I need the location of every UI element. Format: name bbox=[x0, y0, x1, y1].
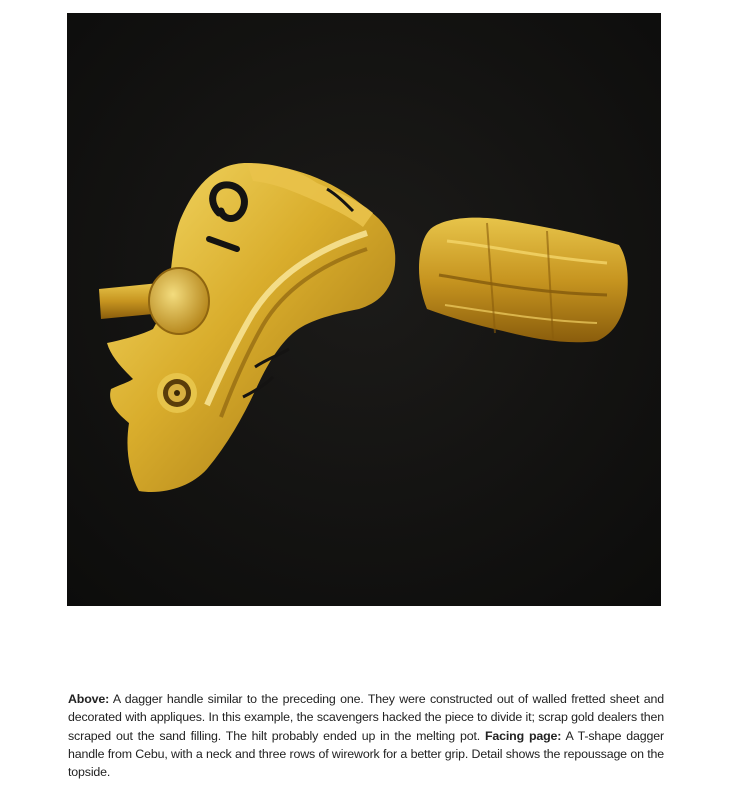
facing-page-label: Facing page: bbox=[484, 728, 562, 743]
gold-fragments-illustration bbox=[67, 13, 661, 606]
dagger-handle-photo bbox=[67, 13, 661, 606]
photo-caption bbox=[68, 690, 664, 781]
above-label: Above: bbox=[68, 692, 110, 706]
facing-page-text: A T-shape dagger handle from Cebu, with a neck and three rows of wirework for a better grip. Detail shows the repoussage on the topside. bbox=[68, 728, 664, 780]
above-text: A dagger handle similar to the preceding one. They were constructed out of walled fretted sheet and decorated with appliques. In this example, the scavengers hacked the piece to divide it; scrap gold dealers then scraped out the sand filling. The hilt probably ended up in the melting pot. bbox=[68, 692, 664, 743]
